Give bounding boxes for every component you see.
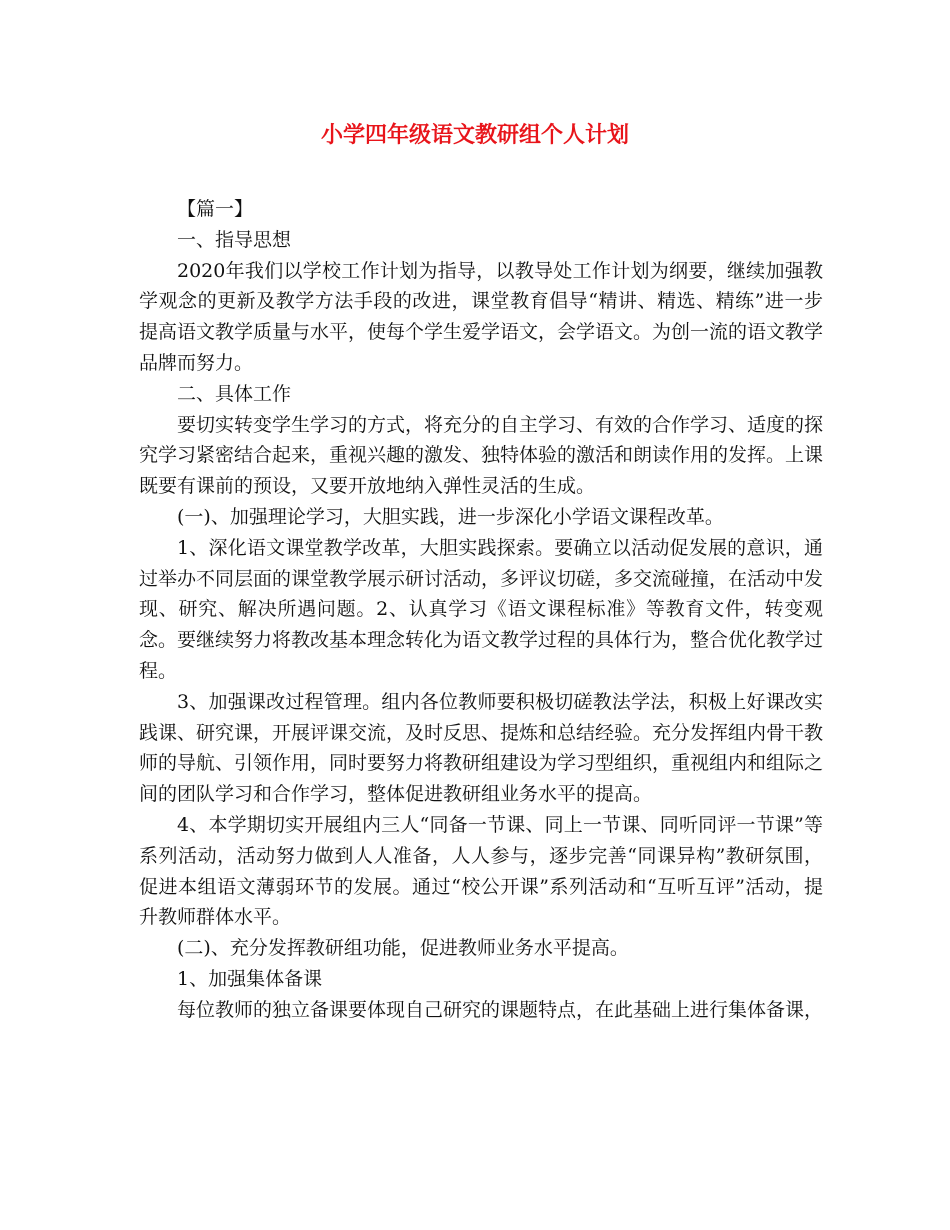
paragraph: 1、深化语文课堂教学改革，大胆实践探索。要确立以活动促发展的意识，通过举办不同层面的课堂教学展示研讨活动，多评议切磋，多交流碰撞，在活动中发现、研究、解决所遇问题。2、认真学习《语文课程标准》等教育文件，转变观念。要继续努力将教改基本理念转化为语文教学过程的具体行为，整合优化教学过程。 xyxy=(139,536,824,682)
heading-collective-lesson-prep: 1、加强集体备课 xyxy=(177,967,323,990)
subheading-teaching-research: (二)、充分发挥教研组功能，促进教师业务水平提高。 xyxy=(177,937,629,960)
paragraph: 3、加强课改过程管理。组内各位教师要积极切磋教法学法，积极上好课改实践课、研究课，开展评课交流，及时反思、提炼和总结经验。充分发挥组内骨干教师的导航、引领作用，同时要努力将教研组建设为学习型组织，重视组内和组际之间的团队学习和合作学习，整体促进教研组业务水平的提高。 xyxy=(139,690,824,806)
paragraph: 每位教师的独立备课要体现自己研究的课题特点，在此基础上进行集体备课， xyxy=(177,998,824,1021)
document-title: 小学四年级语文教研组个人计划 xyxy=(320,123,629,148)
heading-specific-work: 二、具体工作 xyxy=(177,382,292,405)
section-label: 【篇一】 xyxy=(177,198,254,220)
paragraph: 4、本学期切实开展组内三人“同备一节课、同上一节课、同听同评一节课”等系列活动，活动努力做到人人准备，人人参与，逐步完善“同课异构”教研氛围，促进本组语文薄弱环节的发展。通过“校公开课”系列活动和“互听互评”活动，提升教师群体水平。 xyxy=(139,813,823,929)
document-body xyxy=(139,194,823,1026)
paragraph: 2020年我们以学校工作计划为指导，以教导处工作计划为纲要，继续加强教学观念的更新及教学方法手段的改进，课堂教育倡导“精讲、精选、精练”进一步提高语文教学质量与水平，使每个学生爱学语文，会学语文。为创一流的语文教学品牌而努力。 xyxy=(139,259,824,374)
heading-guiding-thought: 一、指导思想 xyxy=(177,228,292,251)
paragraph: 要切实转变学生学习的方式，将充分的自主学习、有效的合作学习、适度的探究学习紧密结合起来，重视兴趣的激发、独特体验的激活和朗读作用的发挥。上课既要有课前的预设，又要开放地纳入弹性灵活的生成。 xyxy=(139,413,824,498)
subheading-theory-study: (一)、加强理论学习，大胆实践，进一步深化小学语文课程改革。 xyxy=(177,505,724,528)
